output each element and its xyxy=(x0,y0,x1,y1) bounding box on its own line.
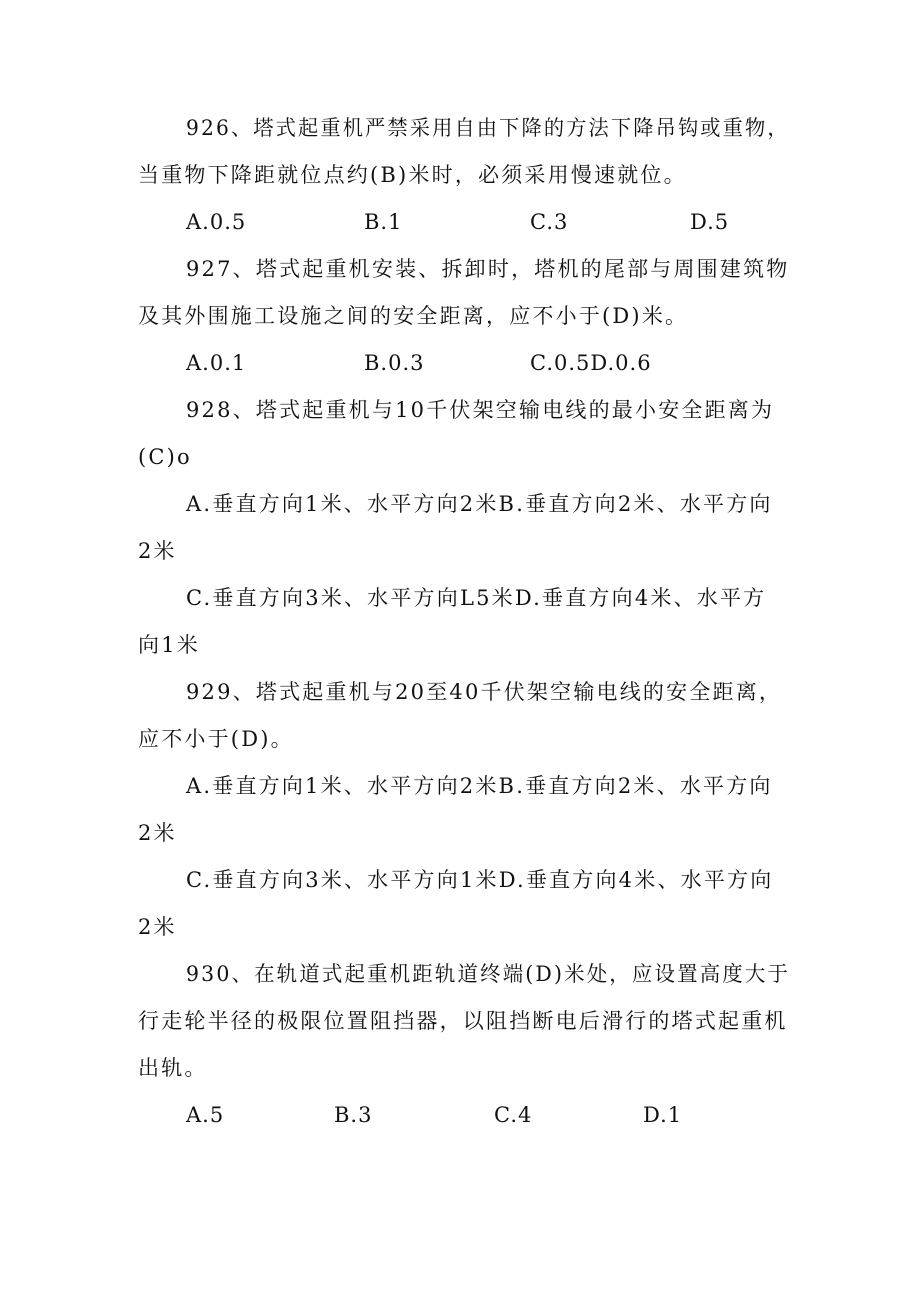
question-927-option-b: B.0.3 xyxy=(364,351,425,375)
question-928-text-line-1: 928、塔式起重机与10千伏架空输电线的最小安全距离为 xyxy=(186,398,775,422)
question-927-text-line-1: 927、塔式起重机安装、拆卸时，塔机的尾部与周围建筑物 xyxy=(186,257,790,281)
question-930-option-b: B.3 xyxy=(334,1103,373,1127)
question-926-option-c: C.3 xyxy=(530,210,569,234)
question-928-text-line-2: (C)o xyxy=(138,445,192,469)
question-930-option-d: D.1 xyxy=(643,1103,683,1127)
question-927-text-line-2: 及其外围施工设施之间的安全距离，应不小于(D)米。 xyxy=(138,304,689,328)
question-930-text-line-1: 930、在轨道式起重机距轨道终端(D)米处，应设置高度大于 xyxy=(186,962,791,986)
question-929-options-cd-line-1: C.垂直方向3米、水平方向1米D.垂直方向4米、水平方向 xyxy=(186,868,774,892)
question-929-options-ab-line-2: 2米 xyxy=(138,821,177,845)
question-929-options-ab-line-1: A.垂直方向1米、水平方向2米B.垂直方向2米、水平方向 xyxy=(186,774,773,798)
question-926-option-d: D.5 xyxy=(690,210,730,234)
question-930-option-c: C.4 xyxy=(494,1103,533,1127)
question-929-text-line-1: 929、塔式起重机与20至40千伏架空输电线的安全距离， xyxy=(186,680,783,704)
question-926-option-b: B.1 xyxy=(364,210,403,234)
question-927-option-cd: C.0.5D.0.6 xyxy=(530,351,652,375)
question-930-text-line-2: 行走轮半径的极限位置阻挡器，以阻挡断电后滑行的塔式起重机 xyxy=(138,1009,788,1033)
question-929-options-cd-line-2: 2米 xyxy=(138,915,177,939)
question-928-options-ab-line-1: A.垂直方向1米、水平方向2米B.垂直方向2米、水平方向 xyxy=(186,492,773,516)
question-929-text-line-2: 应不小于(D)。 xyxy=(138,727,294,751)
question-926-text-line-1: 926、塔式起重机严禁采用自由下降的方法下降吊钩或重物， xyxy=(186,116,790,140)
question-928-options-ab-line-2: 2米 xyxy=(138,539,177,563)
question-926-option-a: A.0.5 xyxy=(186,210,247,234)
question-928-options-cd-line-1: C.垂直方向3米、水平方向L5米D.垂直方向4米、水平方 xyxy=(186,586,767,610)
question-926-text-line-2: 当重物下降距就位点约(B)米时，必须采用慢速就位。 xyxy=(138,163,687,187)
question-928-options-cd-line-2: 向1米 xyxy=(138,633,200,657)
question-930-text-line-3: 出轨。 xyxy=(138,1056,208,1080)
question-930-option-a: A.5 xyxy=(186,1103,225,1127)
question-927-option-a: A.0.1 xyxy=(186,351,247,375)
